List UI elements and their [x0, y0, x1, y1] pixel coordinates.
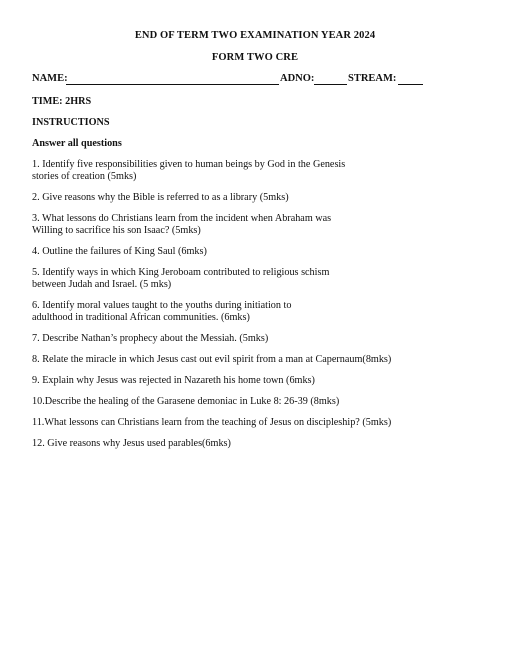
question-3-line-2: Willing to sacrifice his son Isaac? (5mks): [32, 225, 201, 236]
exam-subtitle: FORM TWO CRE: [211, 52, 299, 63]
question-4: 4. Outline the failures of King Saul (6mks): [32, 246, 207, 257]
student-details-row: [32, 73, 432, 87]
adno-blank-line: [314, 84, 347, 85]
question-7: 7. Describe Nathan’s prophecy about the Messiah. (5mks): [32, 333, 269, 344]
question-3-line-1: 3. What lessons do Christians learn from the incident when Abraham was: [32, 213, 332, 224]
question-12: 12. Give reasons why Jesus used parables(6mks): [32, 438, 231, 449]
question-11: 11.What lessons can Christians learn from the teaching of Jesus on discipleship? (5mks): [32, 417, 392, 428]
question-10: 10.Describe the healing of the Garasene demoniac in Luke 8: 26-39 (8mks): [32, 396, 340, 407]
exam-title: END OF TERM TWO EXAMINATION YEAR 2024: [134, 30, 376, 41]
question-5-line-2: between Judah and Israel. (5 mks): [32, 279, 172, 290]
question-1-line-1: 1. Identify five responsibilities given to human beings by God in the Genesis: [32, 159, 346, 170]
question-9: 9. Explain why Jesus was rejected in Nazareth his home town (6mks): [32, 375, 315, 386]
name-label: NAME:: [32, 73, 68, 84]
instruction-text: Answer all questions: [32, 138, 122, 149]
instructions-heading: INSTRUCTIONS: [32, 117, 110, 128]
time-allowed: TIME: 2HRS: [32, 96, 92, 107]
question-2: 2. Give reasons why the Bible is referred to as a library (5mks): [32, 192, 289, 203]
stream-blank-line: [398, 84, 423, 85]
question-5-line-1: 5. Identify ways in which King Jeroboam contributed to religious schism: [32, 267, 330, 278]
stream-label: STREAM:: [348, 73, 397, 84]
name-blank-line: [66, 84, 279, 85]
question-1-line-2: stories of creation (5mks): [32, 171, 137, 182]
question-8: 8. Relate the miracle in which Jesus cast out evil spirit from a man at Capernaum(8mks): [32, 354, 392, 365]
adno-label: ADNO:: [280, 73, 315, 84]
question-6-line-1: 6. Identify moral values taught to the youths during initiation to: [32, 300, 292, 311]
question-6-line-2: adulthood in traditional African communities. (6mks): [32, 312, 250, 323]
